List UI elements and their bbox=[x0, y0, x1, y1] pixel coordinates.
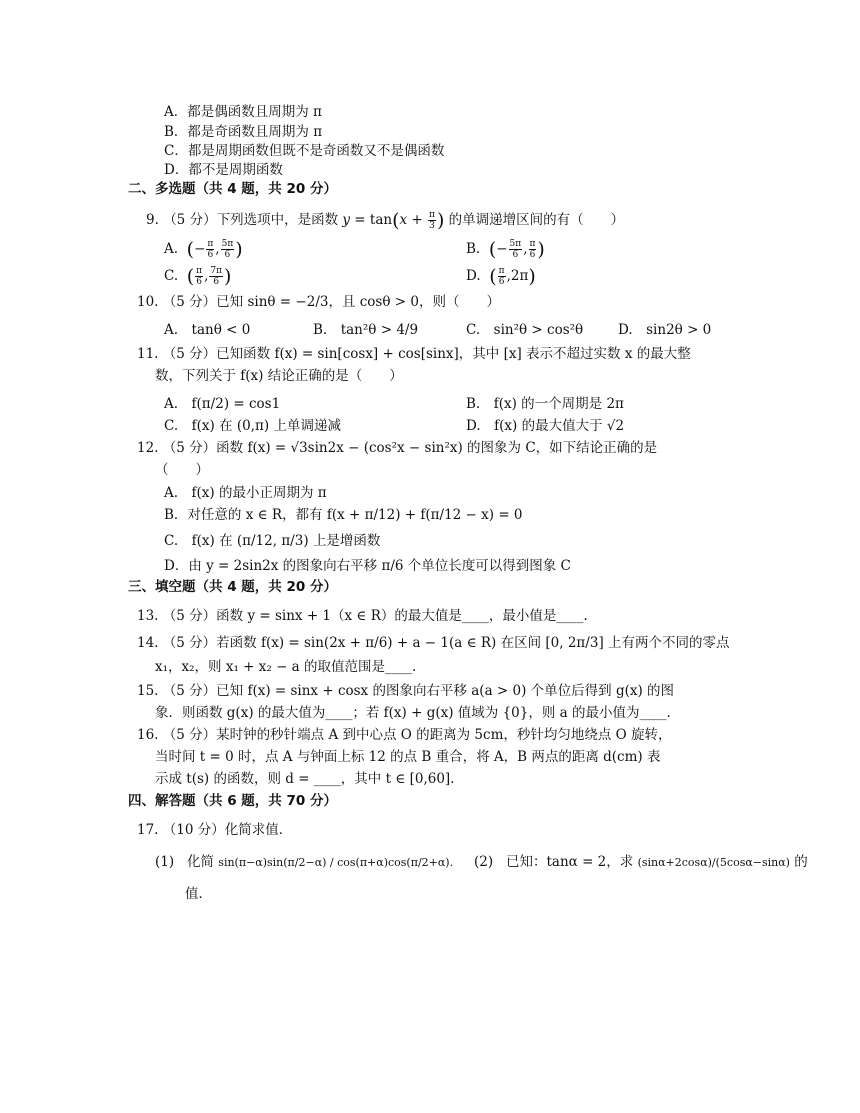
option-a: A．都是偶函数且周期为 π bbox=[164, 104, 322, 120]
q11-option-c: C. f(x) 在 (0,π) 上单调递减 bbox=[164, 418, 341, 434]
question-16: 16. （5 分）某时钟的秒针端点 A 到中心点 O 的距离为 5cm，秒针均匀地绕点 O 旋转， bbox=[137, 727, 672, 743]
option-c: C．都是周期函数但既不是奇函数又不是偶函数 bbox=[164, 143, 445, 159]
q9-option-d: D. ( $\frac{\pi}{6}$ ,2π) bbox=[466, 265, 536, 288]
question-16-line2: 当时间 t = 0 时，点 A 与钟面上标 12 的点 B 重合，将 A，B 两点的距离 d(cm) 表 bbox=[155, 749, 661, 765]
q10-option-c: C. sin²θ > cos²θ bbox=[466, 322, 584, 338]
question-11: 11. （5 分）已知函数 f(x) = sin[cosx] + cos[sinx]，其中 [x] 表示不超过实数 x 的最大整 bbox=[137, 346, 691, 362]
question-stem: （5 分）已知 sinθ = −2/3，且 cosθ > 0，则（ ） bbox=[162, 294, 500, 310]
q10-option-d: D. sin2θ > 0 bbox=[618, 322, 712, 338]
question-stem: （5 分）下列选项中，是函数 bbox=[163, 212, 339, 228]
q11-option-a: A. f(π/2) = cos1 bbox=[164, 396, 281, 412]
question-10: 10. （5 分）已知 sinθ = −2/3，且 cosθ > 0，则（ ） bbox=[137, 294, 500, 310]
question-9: 9. （5 分）下列选项中，是函数 y = tan(x + $\frac{\pi}{3}$ ) 的单调递增区间的有（ ） bbox=[146, 209, 625, 232]
section-fill-blank-title: 三、填空题（共 4 题，共 20 分） bbox=[128, 579, 337, 595]
question-12: 12. （5 分）函数 f(x) = √3sin2x − (cos²x − sin²x) 的图象为 C，如下结论正确的是 bbox=[137, 440, 658, 456]
q17-part-2: (2) 已知：tanα = 2，求 (sinα+2cosα)/(5cosα−sinα) 的 bbox=[474, 854, 808, 870]
q12-option-d: D．由 y = 2sin2x 的图象向右平移 π/6 个单位长度可以得到图象 C bbox=[164, 558, 571, 574]
question-stem-tail: 的单调递增区间的有（ ） bbox=[448, 212, 625, 228]
q9-option-c: C. ( $\frac{\pi}{6}$ , $\frac{7\pi}{6}$ ) bbox=[164, 265, 232, 288]
question-16-line3: 示成 t(s) 的函数，则 d = ____，其中 t ∈ [0,60]. bbox=[155, 771, 455, 787]
q10-option-b: B. tan²θ > 4/9 bbox=[313, 322, 419, 338]
q12-option-a: A. f(x) 的最小正周期为 π bbox=[164, 485, 327, 501]
q9-option-a: A. (− $\frac{\pi}{6}$ , $\frac{5\pi}{6}$ ) bbox=[164, 238, 243, 261]
q17-part2-expression: (sinα+2cosα)/(5cosα−sinα) bbox=[637, 856, 790, 869]
question-12-cont: （ ） bbox=[155, 462, 209, 478]
question-13: 13. （5 分）函数 y = sinx + 1（x ∈ R）的最大值是____，最小值是____. bbox=[137, 608, 588, 624]
q17-part-1: (1) 化简 sin(π−α)sin(π/2−α) / cos(π+α)cos(π/2+α). bbox=[155, 854, 454, 870]
q12-option-b: B．对任意的 x ∈ R，都有 f(x + π/12) + f(π/12 − x) = 0 bbox=[164, 507, 523, 523]
q12-option-c: C. f(x) 在 (π/12, π/3) 上是增函数 bbox=[164, 533, 381, 549]
question-15: 15. （5 分）已知 f(x) = sinx + cosx 的图象向右平移 a(a > 0) 个单位后得到 g(x) 的图 bbox=[137, 683, 675, 699]
question-15-cont: 象．则函数 g(x) 的最大值为____；若 f(x) + g(x) 值域为 {0}，则 a 的最小值为____. bbox=[155, 705, 671, 721]
section-multiple-choice-title: 二、多选题（共 4 题，共 20 分） bbox=[128, 181, 337, 197]
question-14: 14. （5 分）若函数 f(x) = sin(2x + π/6) + a − 1(a ∈ R) 在区间 [0, 2π/3] 上有两个不同的零点 bbox=[137, 635, 730, 651]
q11-option-b: B. f(x) 的一个周期是 2π bbox=[466, 396, 624, 412]
q9-option-b: B. (− $\frac{5\pi}{6}$ , $\frac{\pi}{6}$ ) bbox=[466, 238, 545, 261]
question-number: 9. bbox=[146, 212, 159, 228]
option-b: B．都是奇函数且周期为 π bbox=[164, 124, 323, 140]
q10-option-a: A. tanθ < 0 bbox=[164, 322, 251, 338]
question-11-cont: 数，下列关于 f(x) 结论正确的是（ ） bbox=[155, 368, 403, 384]
q17-part1-expression: sin(π−α)sin(π/2−α) / cos(π+α)cos(π/2+α). bbox=[218, 856, 454, 869]
q11-option-d: D. f(x) 的最大值大于 √2 bbox=[466, 418, 625, 434]
question-14-cont: x₁，x₂，则 x₁ + x₂ − a 的取值范围是____. bbox=[155, 659, 417, 675]
q17-part-1-tail: 值． bbox=[185, 886, 212, 902]
option-d: D．都不是周期函数 bbox=[164, 162, 283, 178]
section-answer-title: 四、解答题（共 6 题，共 70 分） bbox=[128, 793, 337, 809]
question-17: 17. （10 分）化简求值． bbox=[137, 822, 293, 838]
